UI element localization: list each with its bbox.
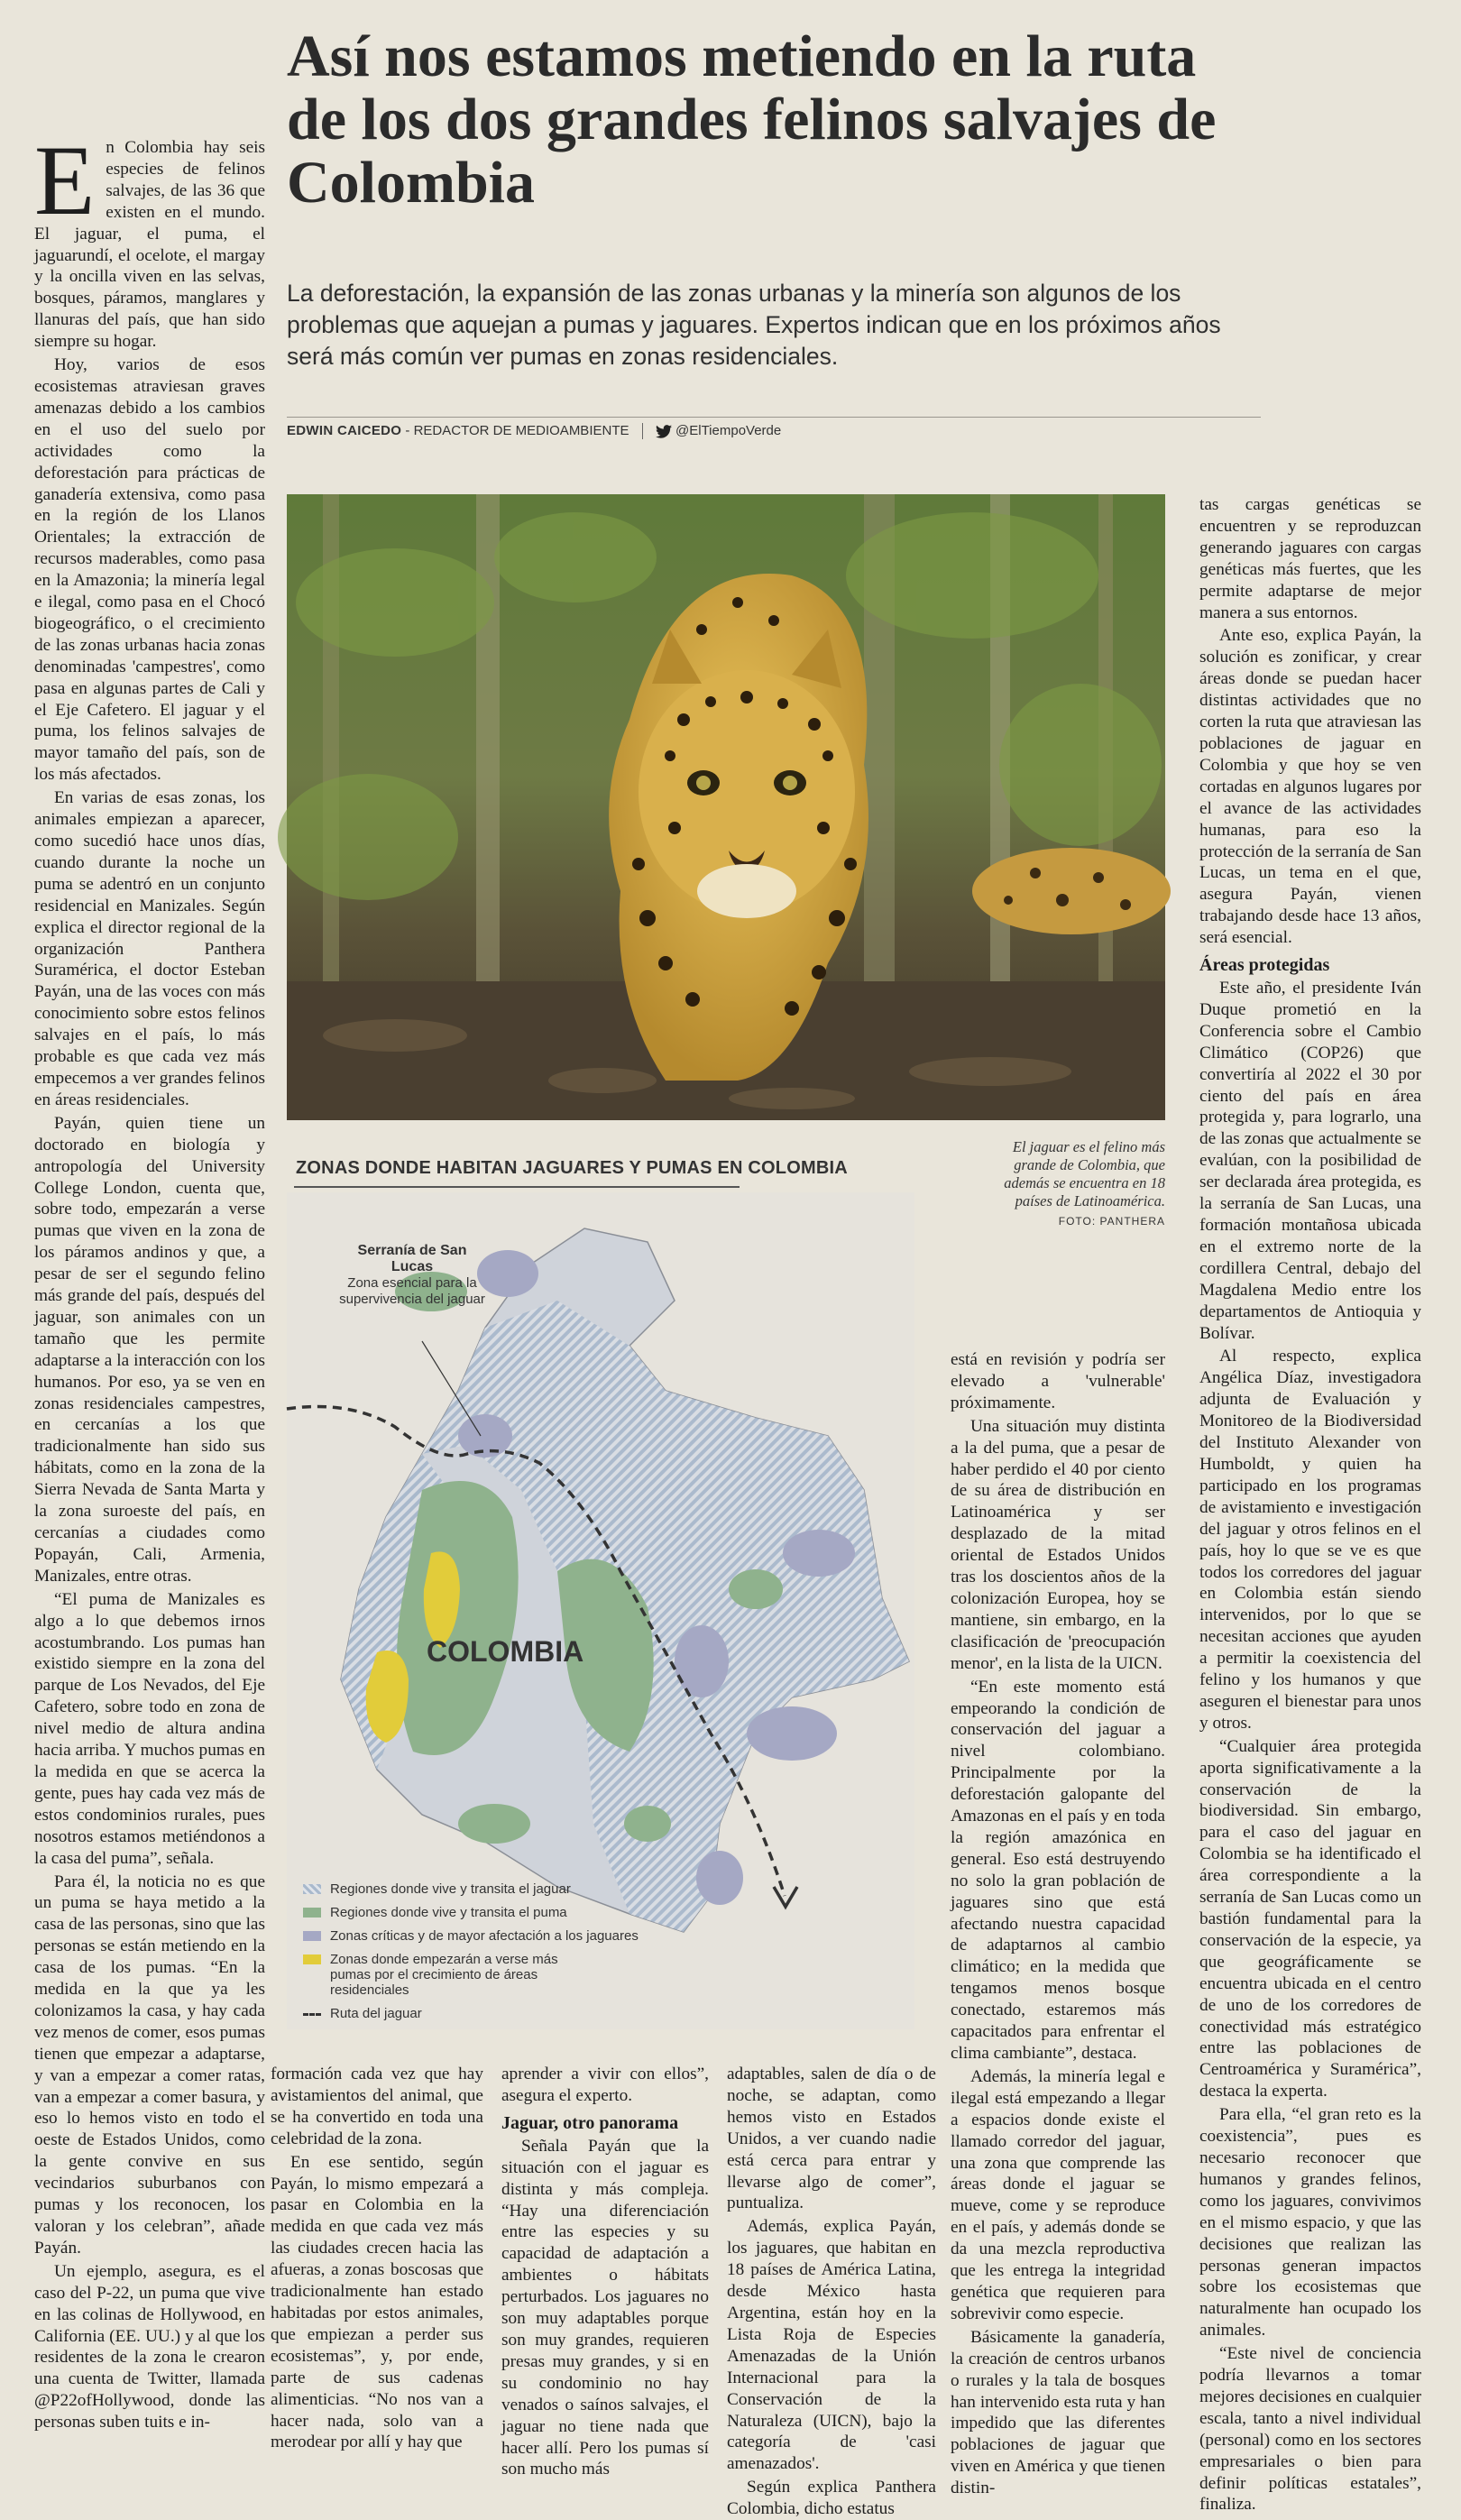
drop-cap: E bbox=[34, 125, 96, 235]
legend-item-critical: Zonas críticas y de mayor afectación a los jaguares bbox=[303, 1928, 639, 1944]
callout-title: Serranía de San Lucas bbox=[357, 1243, 467, 1274]
paragraph: En varias de esas zonas, los animales empiezan a aparecer, como sucedió hace unos días, cuando durante la noche un puma se adentró en un conjunto residencial en Manizales. Según explica el director regional de la organización Panthera Suramérica, el doctor Esteban Payán, una de las voces con más conocimiento sobre estos felinos salvajes en el país, lo más probable es que cada vez más empecemos a ver grandes felinos en áreas residenciales. bbox=[34, 788, 265, 1109]
text-column-5 bbox=[951, 1349, 1165, 2498]
paragraph: Señala Payán que la situación con el jaguar es distinta y más compleja. “Hay una diferenciación entre las especies y su capacidad de adaptación a ambientes o hábitats perturbados. Los jaguares no son muy adaptables porque son muy grandes, requieren presas muy grandes, y si en su condominio no hay venados o saínos salvajes, el jaguar no tiene nada que hacer allí. Pero los pumas sí son mucho más bbox=[501, 2136, 709, 2479]
paragraph: Además, explica Payán, los jaguares, que habitan en 18 países de América Latina, desde México hasta Argentina, están hoy en la Lista Roja de Especies Amenazadas de la Unión Internacional para la Conservación de la Naturaleza (UICN), bajo la categoría de 'casi amenazados'. bbox=[727, 2217, 936, 2474]
paragraph: Un ejemplo, asegura, es el caso del P-22, un puma que vive en las colinas de Hollywood, en California (EE. UU.) y al que los residentes de la zona le crearon una cuenta de Twitter, llamada @P22ofHollywood, donde las personas suben tuits e in- bbox=[34, 2261, 265, 2433]
twitter-bird-icon bbox=[656, 425, 672, 438]
paragraph: Básicamente la ganadería, la creación de centros urbanos o rurales y la tala de bosques han intervenido esta ruta y han impedido que las diferentes poblaciones de jaguar que viven en América y que tienen distin- bbox=[951, 2327, 1165, 2498]
byline-author: EDWIN CAICEDO bbox=[287, 423, 402, 438]
paragraph: “Este nivel de conciencia podría llevarnos a tomar mejores decisiones en cualquier escala, tanto a nivel individual (personal) como en los sectores empresariales o bien para definir políticas estatales”, finaliza. bbox=[1199, 2344, 1421, 2515]
byline-role: - REDACTOR DE MEDIOAMBIENTE bbox=[405, 423, 629, 438]
paragraph: Según explica Panthera Colombia, dicho estatus bbox=[727, 2478, 936, 2519]
photo-caption bbox=[985, 1138, 1165, 1230]
section-heading-protected-areas: Áreas protegidas bbox=[1199, 955, 1330, 976]
subheadline: La deforestación, la expansión de las zonas urbanas y la minería son algunos de los problemas que aquejan a pumas y jaguares. Expertos indican que en los próximos años será más común ver pumas en zonas residenciales. bbox=[287, 280, 1221, 370]
text-column-2 bbox=[271, 2064, 483, 2452]
jaguar-illustration bbox=[287, 494, 1165, 1120]
paragraph: adaptables, salen de día o de noche, se adaptan, como hemos visto en Estados Unidos, a ver cuando nadie está cerca para entrar y llevarse algo de comer”, puntualiza. bbox=[727, 2065, 936, 2213]
paragraph: Ante eso, explica Payán, la solución es zonificar, y crear áreas donde se puedan hacer distintas actividades que no corten la ruta que atraviesan las poblaciones de jaguar en Colombia y que hoy se ven cortadas en algunos lugares por el avance de las actividades humanas, para eso la protección de la serranía de San Lucas, un tema en el que, asegura Payán, vienen trabajando desde hace 13 años, será esencial. bbox=[1199, 626, 1421, 948]
paragraph: “El puma de Manizales es algo a lo que debemos irnos acostumbrando. Los pumas han existido siempre en la zona del parque de Los Nevados, del Eje Cafetero, sobre todo en zona de nivel medio de altura andina hacia arriba. Y muchos pumas en la medida en que se acerca la gente, pues hay cada vez más de estos condominios rurales, pues nosotros estamos metiéndonos a la casa del puma”, señala. bbox=[34, 1589, 265, 1868]
paragraph: En ese sentido, según Payán, lo mismo empezará a pasar en Colombia en la medida en que cada vez más las ciudades crecen hacia las afueras, a zonas boscosas que tradicionalmente han estado habitadas por estos animales, que empiezan a perder sus ecosistemas”, y, por ende, parte de sus cadenas alimenticias. “No nos van a hacer nada, solo van a merodear por allí y hay que bbox=[271, 2152, 483, 2452]
caption-text: El jaguar es el felino más grande de Colombia, que además se encuentra en 18 países de Latinoamérica. bbox=[1004, 1138, 1165, 1209]
map-legend bbox=[303, 1881, 639, 2029]
byline-divider bbox=[642, 423, 643, 439]
text-column-6 bbox=[1199, 494, 1421, 2515]
text-column-3 bbox=[501, 2064, 709, 2479]
jaguar-photo bbox=[287, 494, 1165, 1120]
map-country-label: COLOMBIA bbox=[427, 1635, 584, 1668]
paragraph: Para ella, “el gran reto es la coexistencia”, pues es necesario reconocer que humanos y grandes felinos, como los jaguares, convivimos en el mismo espacio, y que las decisiones que realizan las personas generan impactos sobre los ecosistemas que naturalmente han ocupado los animales. bbox=[1199, 2105, 1421, 2341]
map-title-rule bbox=[294, 1186, 740, 1188]
paragraph: Al respecto, explica Angélica Díaz, investigadora adjunta de Evaluación y Monitoreo de la Biodiversidad del Instituto Alexander von Humboldt, y quien ha participado en los programas de avistamiento e investigación del jaguar y otros felinos en el país, hoy lo que se ve es que todos los corredores del jaguar en Colombia están siendo intervenidos, por lo que se necesitan acciones que ayuden a permitir la coexistencia del felino y los humanos y que aseguren el bienestar para unos y otros. bbox=[1199, 1347, 1421, 1733]
legend-item-jaguar: Regiones donde vive y transita el jaguar bbox=[303, 1881, 639, 1897]
paragraph: está en revisión y podría ser elevado a 'vulnerable' próximamente. bbox=[951, 1350, 1165, 1412]
callout-text: Zona esencial para la supervivencia del jaguar bbox=[339, 1275, 485, 1307]
section-heading-jaguar: Jaguar, otro panorama bbox=[501, 2112, 679, 2133]
byline-twitter-handle: @ElTiempoVerde bbox=[675, 423, 782, 438]
text-column-1 bbox=[34, 125, 265, 2442]
headline: Así nos estamos metiendo en la ruta de los dos grandes felinos salvajes de Colombia bbox=[287, 23, 1217, 216]
paragraph: aprender a vivir con ellos”, asegura el experto. bbox=[501, 2065, 709, 2105]
legend-item-route: Ruta del jaguar bbox=[303, 2006, 639, 2021]
text-column-4 bbox=[727, 2064, 936, 2519]
map-title: ZONAS DONDE HABITAN JAGUARES Y PUMAS EN COLOMBIA bbox=[296, 1158, 848, 1178]
photo-credit: FOTO: PANTHERA bbox=[1058, 1215, 1165, 1228]
paragraph: Una situación muy distinta a la del puma, que a pesar de haber perdido el 40 por ciento de su área de distribución en Latinoamérica y ser desplazado de la mitad oriental de Estados Unidos tras los doscientos años de la colonización Europea, hoy se mantiene, sin embargo, en la clasificación de 'preocupación menor', en la lista de la UICN. bbox=[951, 1416, 1165, 1673]
paragraph: Además, la minería legal e ilegal está empezando a llegar a espacios donde existe el llamado corredor del jaguar, una zona que comprende las áreas donde el jaguar se mueve, come y se reproduce en el país, y además donde se da una mezcla reproductiva que les entrega la integridad genética que requieren para sobrevivir como especie. bbox=[951, 2066, 1165, 2323]
paragraph: Este año, el presidente Iván Duque prometió en la Conferencia sobre el Cambio Climático (COP26) que convertiría al 2022 el 30 por ciento del país en área protegida y, para lograrlo, una de las zonas que actualmente se evalúan, con la posibilidad de ser declarada área protegida, es la serranía de San Lucas, una formación montañosa ubicada en el extremo norte de la cordillera Central, debajo del Magdalena Medio entre los departamentos de Antioquia y Bolívar. bbox=[1199, 979, 1421, 1343]
legend-item-puma: Regiones donde vive y transita el puma bbox=[303, 1905, 639, 1920]
paragraph: tas cargas genéticas se encuentren y se reproduzcan generando jaguares con cargas genéticas más fuertes, que les permite adaptarse de mejor manera a sus entornos. bbox=[1199, 495, 1421, 622]
lead-paragraph: En Colombia hay seis especies de felinos salvajes, de las 36 que existen en el mundo. El jaguar, el puma, el jaguarundí, el ocelote, el margay y la oncilla viven en las selvas, bosques, páramos, manglares y llanuras del país, que han sido siempre su hogar. bbox=[34, 125, 265, 352]
paragraph: “Cualquier área protegida aporta significativamente a la conservación de la biodiversidad. Sin embargo, para el caso del jaguar en Colombia se ha identificado el área correspondiente a la serranía de San Lucas como un bastión fundamental para la conservación de la especie, ya que geográficamente se encuentra ubicada en el centro de uno de los corredores de conectividad más estratégico entre las poblaciones de Centroamérica y Suramérica”, destaca la experta. bbox=[1199, 1736, 1421, 2102]
map-callout bbox=[335, 1243, 489, 1308]
legend-item-residential: Zonas donde empezarán a verse más pumas por el crecimiento de áreas residenciales bbox=[303, 1952, 639, 1998]
byline bbox=[287, 417, 1261, 448]
paragraph: formación cada vez que hay avistamientos del animal, que se ha convertido en toda una celebridad de la zona. bbox=[271, 2065, 483, 2148]
paragraph: “En este momento está empeorando la condición de conservación del jaguar a nivel colombiano. Principalmente por la deforestación galopante del Amazonas en el país y en toda la región amazónica en general. Eso está destruyendo no solo la gran población de jaguares sino que está afectando nuestra capacidad de adaptarnos al cambio climático; en la medida que tengamos menos bosque conectado, estaremos más capacitados para enfrentar el clima cambiante”, destaca. bbox=[951, 1677, 1165, 2063]
paragraph: Hoy, varios de esos ecosistemas atraviesan graves amenazas debido a los cambios en el uso del suelo por actividades como la deforestación para prácticas de ganadería extensiva, como pasa en la región de los Llanos Orientales; la extracción de recursos maderables, como pasa en la Amazonia; la minería legal e ilegal, como pasa en el Chocó biogeográfico, o el crecimiento de las zonas urbanas hacia zonas denominadas 'campestres', como pasa en algunas partes de Cali y el Eje Cafetero. El jaguar y el puma, los felinos salvajes de mayor tamaño del país, son de los más afectados. bbox=[34, 355, 265, 785]
paragraph: Payán, quien tiene un doctorado en biología y antropología del University College London, cuenta que, sobre todo, empezarán a verse pumas que viven en la zona de los páramos andinos y que, a pesar de ser el segundo felino más grande del país, después del jaguar, son animales con un tamaño que les permite adaptarse a la interacción con los humanos. Por eso, ya se ven en zonas residenciales campestres, en cercanías a los que tradicionalmente han sido sus hábitats, como en la zona de la Sierra Nevada de Santa Marta y la zona suroeste del país, en cercanías a ciudades como Popayán, Cali, Armenia, Manizales, entre otras. bbox=[34, 1113, 265, 1586]
paragraph: Para él, la noticia no es que un puma se haya metido a la casa de las personas, sino que las personas se están metiendo en la casa de los pumas. “En la medida en la que ya les colonizamos la casa, y hay cada vez menos de comer, esos pumas tienen que empezar a adaptarse, y van a empezar a comer ratas, van a empezar a comer basura, y eso lo hemos visto en todo el oeste de Estados Unidos, como la gente convive en sus vecindarios suburbanos con pumas y los reconocen, los valoran y los celebran”, añade Payán. bbox=[34, 1872, 265, 2258]
